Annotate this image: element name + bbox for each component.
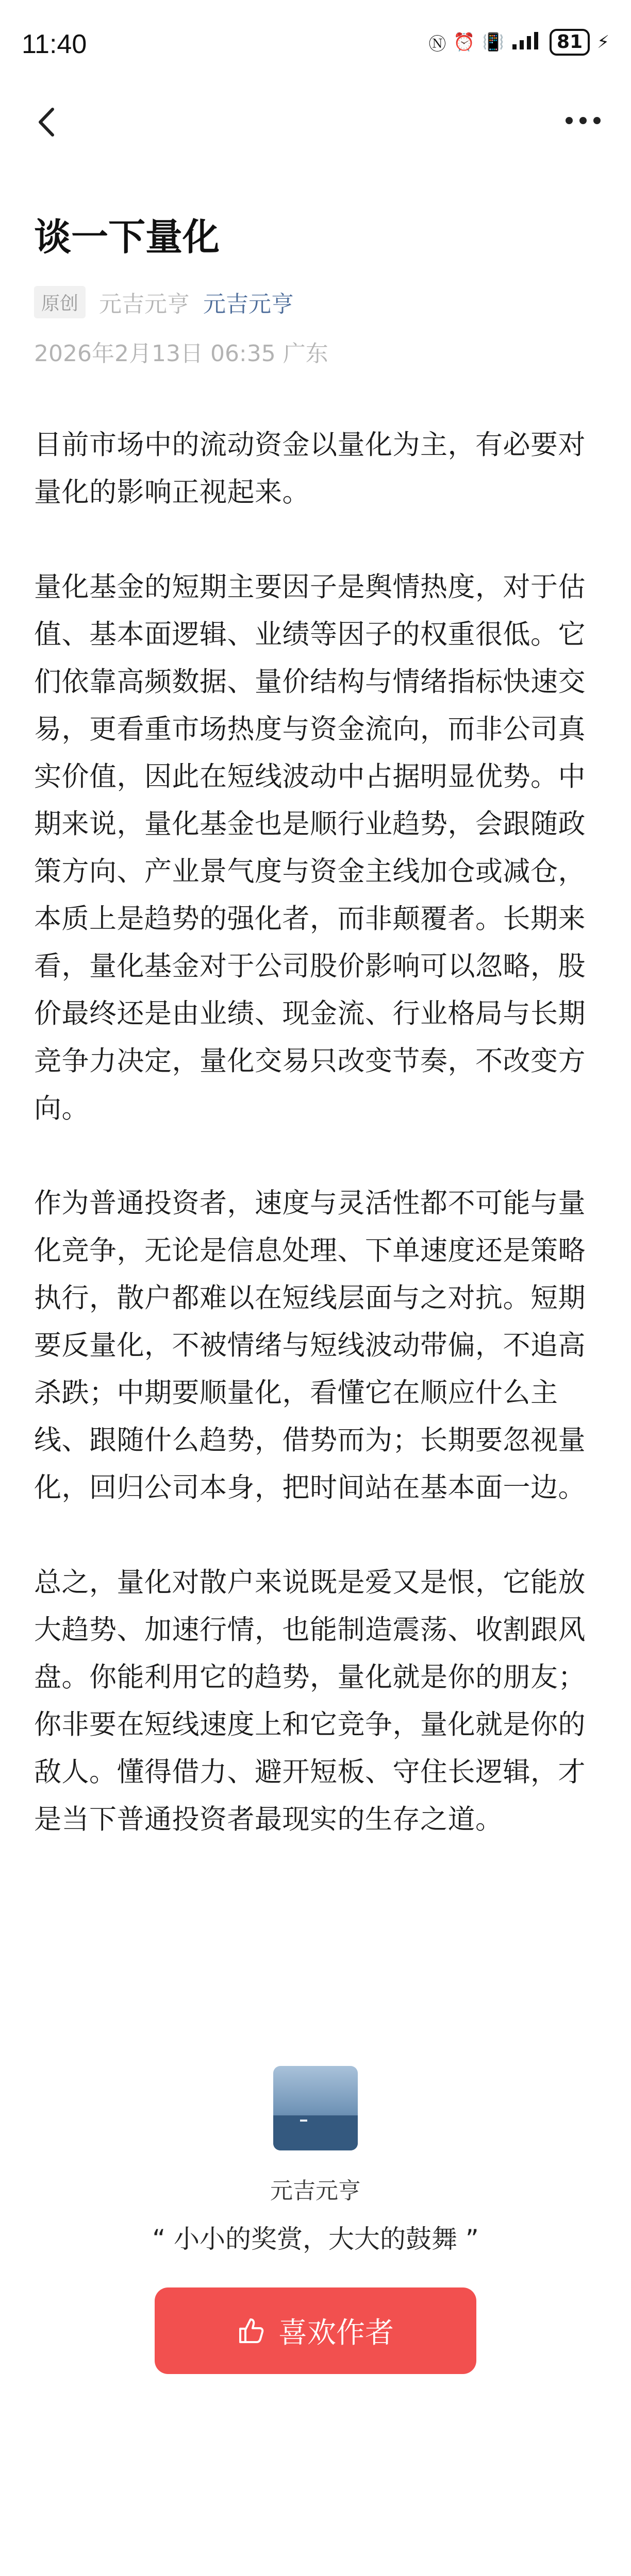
charging-icon: ⚡ bbox=[597, 32, 609, 53]
publish-date-location: 2026年2月13日 06:35 广东 bbox=[34, 341, 328, 367]
thumbs-up-icon bbox=[237, 2316, 266, 2345]
battery-indicator: 81 bbox=[550, 29, 590, 56]
like-author-button[interactable] bbox=[155, 2287, 476, 2374]
more-icon bbox=[560, 105, 606, 136]
article-meta bbox=[34, 286, 294, 317]
article-body bbox=[34, 421, 599, 1891]
author-name: 元吉元亨 bbox=[99, 291, 190, 317]
status-icons bbox=[428, 28, 609, 57]
status-time: 11:40 bbox=[22, 29, 87, 59]
status-bar bbox=[0, 0, 631, 82]
signal-icon bbox=[511, 30, 542, 55]
more-button[interactable] bbox=[560, 105, 606, 136]
original-tag: 原创 bbox=[34, 286, 86, 318]
vibrate-icon: 📳 bbox=[482, 32, 505, 53]
like-author-label: 喜欢作者 bbox=[278, 2316, 394, 2350]
nav-bar bbox=[0, 93, 631, 155]
account-link[interactable]: 元吉元亨 bbox=[203, 291, 294, 317]
back-button[interactable] bbox=[30, 104, 66, 140]
article-title: 谈一下量化 bbox=[34, 215, 220, 259]
paragraph: 总之，量化对散户来说既是爱又是恨，它能放大趋势、加速行情，也能制造震荡、收割跟风盘。你能利用它的趋势，量化就是你的朋友；你非要在短线速度上和它竞争，量化就是你的敌人。懂得借力、避开短板、守住长逻辑，才是当下普通投资者最现实的生存之道。 bbox=[34, 1567, 586, 1835]
reward-author-name: 元吉元亨 bbox=[270, 2178, 361, 2204]
paragraph: 量化基金的短期主要因子是舆情热度，对于估值、基本面逻辑、业绩等因子的权重很低。它们依靠高频数据、量价结构与情绪指标快速交易，更看重市场热度与资金流向，而非公司真实价值，因此在短线波动中占据明显优势。中期来说，量化基金也是顺行业趋势，会跟随政策方向、产业景气度与资金主线加仓或减仓，本质上是趋势的强化者，而非颠覆者。长期来看，量化基金对于公司股价影响可以忽略，股价最终还是由业绩、现金流、行业格局与长期竞争力决定，量化交易只改变节奏，不改变方向。 bbox=[34, 571, 586, 1124]
paragraph: 作为普通投资者，速度与灵活性都不可能与量化竞争，无论是信息处理、下单速度还是策略执行，散户都难以在短线层面与之对抗。短期要反量化，不被情绪与短线波动带偏，不追高杀跌；中期要顺量化，看懂它在顺应什么主线、跟随什么趋势，借势而为；长期要忽视量化，回归公司本身，把时间站在基本面一边。 bbox=[34, 1188, 586, 1503]
paragraph: 目前市场中的流动资金以量化为主，有必要对量化的影响正视起来。 bbox=[34, 429, 586, 508]
author-avatar[interactable] bbox=[273, 2066, 358, 2150]
chevron-left-icon bbox=[30, 104, 66, 140]
alarm-icon: ⏰ bbox=[453, 32, 475, 53]
nfc-icon: Ⓝ bbox=[428, 33, 446, 55]
reward-quote: “ 小小的奖赏，大大的鼓舞 ” bbox=[152, 2224, 479, 2254]
